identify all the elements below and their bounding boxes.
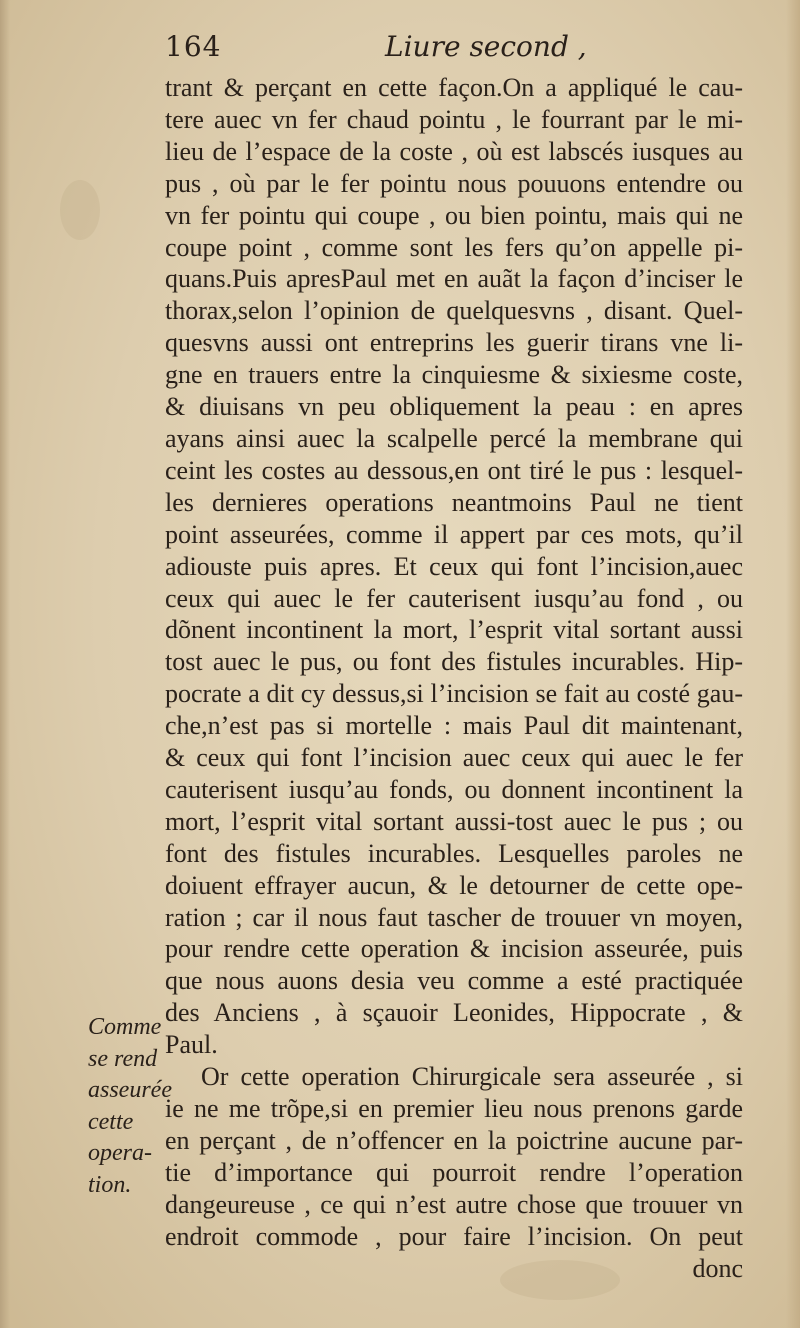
text-line: che,n’est pas si mortelle : mais Paul dit maintenant, [165,711,743,741]
marginal-note-line: cette [88,1108,134,1135]
text-line: les dernieres operations neantmoins Paul ne tient [165,487,743,517]
page-left-edge-shadow [0,0,10,1328]
running-head: Liure second , [385,30,587,63]
text-line: lieu de l’espace de la coste , où est labscés iusques au [165,136,743,166]
text-line: coupe point , comme sont les fers qu’on appelle pi- [165,232,743,262]
body-text [165,72,743,1284]
text-line: pocrate a dit cy dessus,si l’incision se fait au costé gau- [165,679,743,709]
text-line: pour rendre cette operation & incision asseurée, puis [165,934,743,964]
paper-stain [60,180,100,240]
text-line: thorax,selon l’opinion de quelquesvns , disant. Quel- [165,296,743,326]
text-line: que nous auons desia veu comme a esté practiquée [165,966,743,996]
text-line: mort, l’esprit vital sortant aussi-tost auec le pus ; ou [165,806,743,836]
text-line: quans.Puis apresPaul met en auãt la façon d’inciser le [165,264,743,294]
marginal-note-line: asseurée [88,1077,172,1103]
text-line: ie ne me trõpe,si en premier lieu nous prenons garde [165,1094,743,1123]
text-line: & diuisans vn peu obliquement la peau : en apres [165,392,743,422]
text-line: quesvns aussi ont entreprins les guerir tirans vne li- [165,328,743,358]
catchword: donc [692,1253,743,1283]
text-line: adiouste puis apres. Et ceux qui font l’incision,auec [165,551,743,581]
text-line: Or cette operation Chirurgicale sera asseurée , si [165,1062,743,1092]
text-line: ceint les costes au dessous,en ont tiré le pus : lesquel- [165,455,743,485]
marginal-note-line: se rend [88,1045,158,1072]
marginal-note-line: tion. [88,1171,132,1198]
text-line: vn fer pointu qui coupe , ou bien pointu, mais qui ne [165,200,743,230]
page-number: 164 [165,30,222,63]
marginal-note-line: opera- [88,1140,152,1166]
text-line: tere auec vn fer chaud pointu , le fourrant par le mi- [165,104,743,134]
text-line: dõnent incontinent la mort, l’esprit vital sortant aussi [165,615,743,645]
text-line: pus , où par le fer pointu nous pouuons entendre ou [165,168,743,198]
page-right-edge-shadow [786,0,800,1328]
text-line: des Anciens , à sçauoir Leonides, Hippocrate , & [165,998,743,1028]
text-line: & ceux qui font l’incision auec ceux qui auec le fer [165,743,743,773]
text-line: trant & perçant en cette façon.On a appliqué le cau- [165,73,743,102]
text-line: tost auec le pus, ou font des fistules incurables. Hip- [165,647,743,677]
marginal-note [88,1012,172,1201]
page-header [165,30,737,72]
text-line: point asseurées, comme il appert par ces mots, qu’il [165,519,743,549]
text-line: tie d’importance qui pourroit rendre l’operation [165,1157,743,1187]
marginal-note-line: Comme [88,1014,162,1040]
text-line: cauterisent iusqu’au fonds, ou donnent incontinent la [165,774,743,804]
text-line: doiuent effrayer aucun, & le detourner de cette ope- [165,870,743,900]
text-line: gne en trauers entre la cinquiesme & sixiesme coste, [165,360,743,390]
text-line: ration ; car il nous faut tascher de trouuer vn moyen, [165,902,743,932]
text-line: font des fistules incurables. Lesquelles paroles ne [165,838,743,868]
text-line: ceux qui auec le fer cauterisent iusqu’au fond , ou [165,583,743,613]
text-line: ayans ainsi auec la scalpelle percé la membrane qui [165,423,743,453]
text-line: en perçant , de n’offencer en la poictrine aucune par- [165,1125,743,1155]
text-line: dangeureuse , ce qui n’est autre chose que trouuer vn [165,1189,743,1219]
text-line: Paul. [165,1030,218,1060]
text-line: endroit commode , pour faire l’incision. On peut [165,1221,743,1251]
